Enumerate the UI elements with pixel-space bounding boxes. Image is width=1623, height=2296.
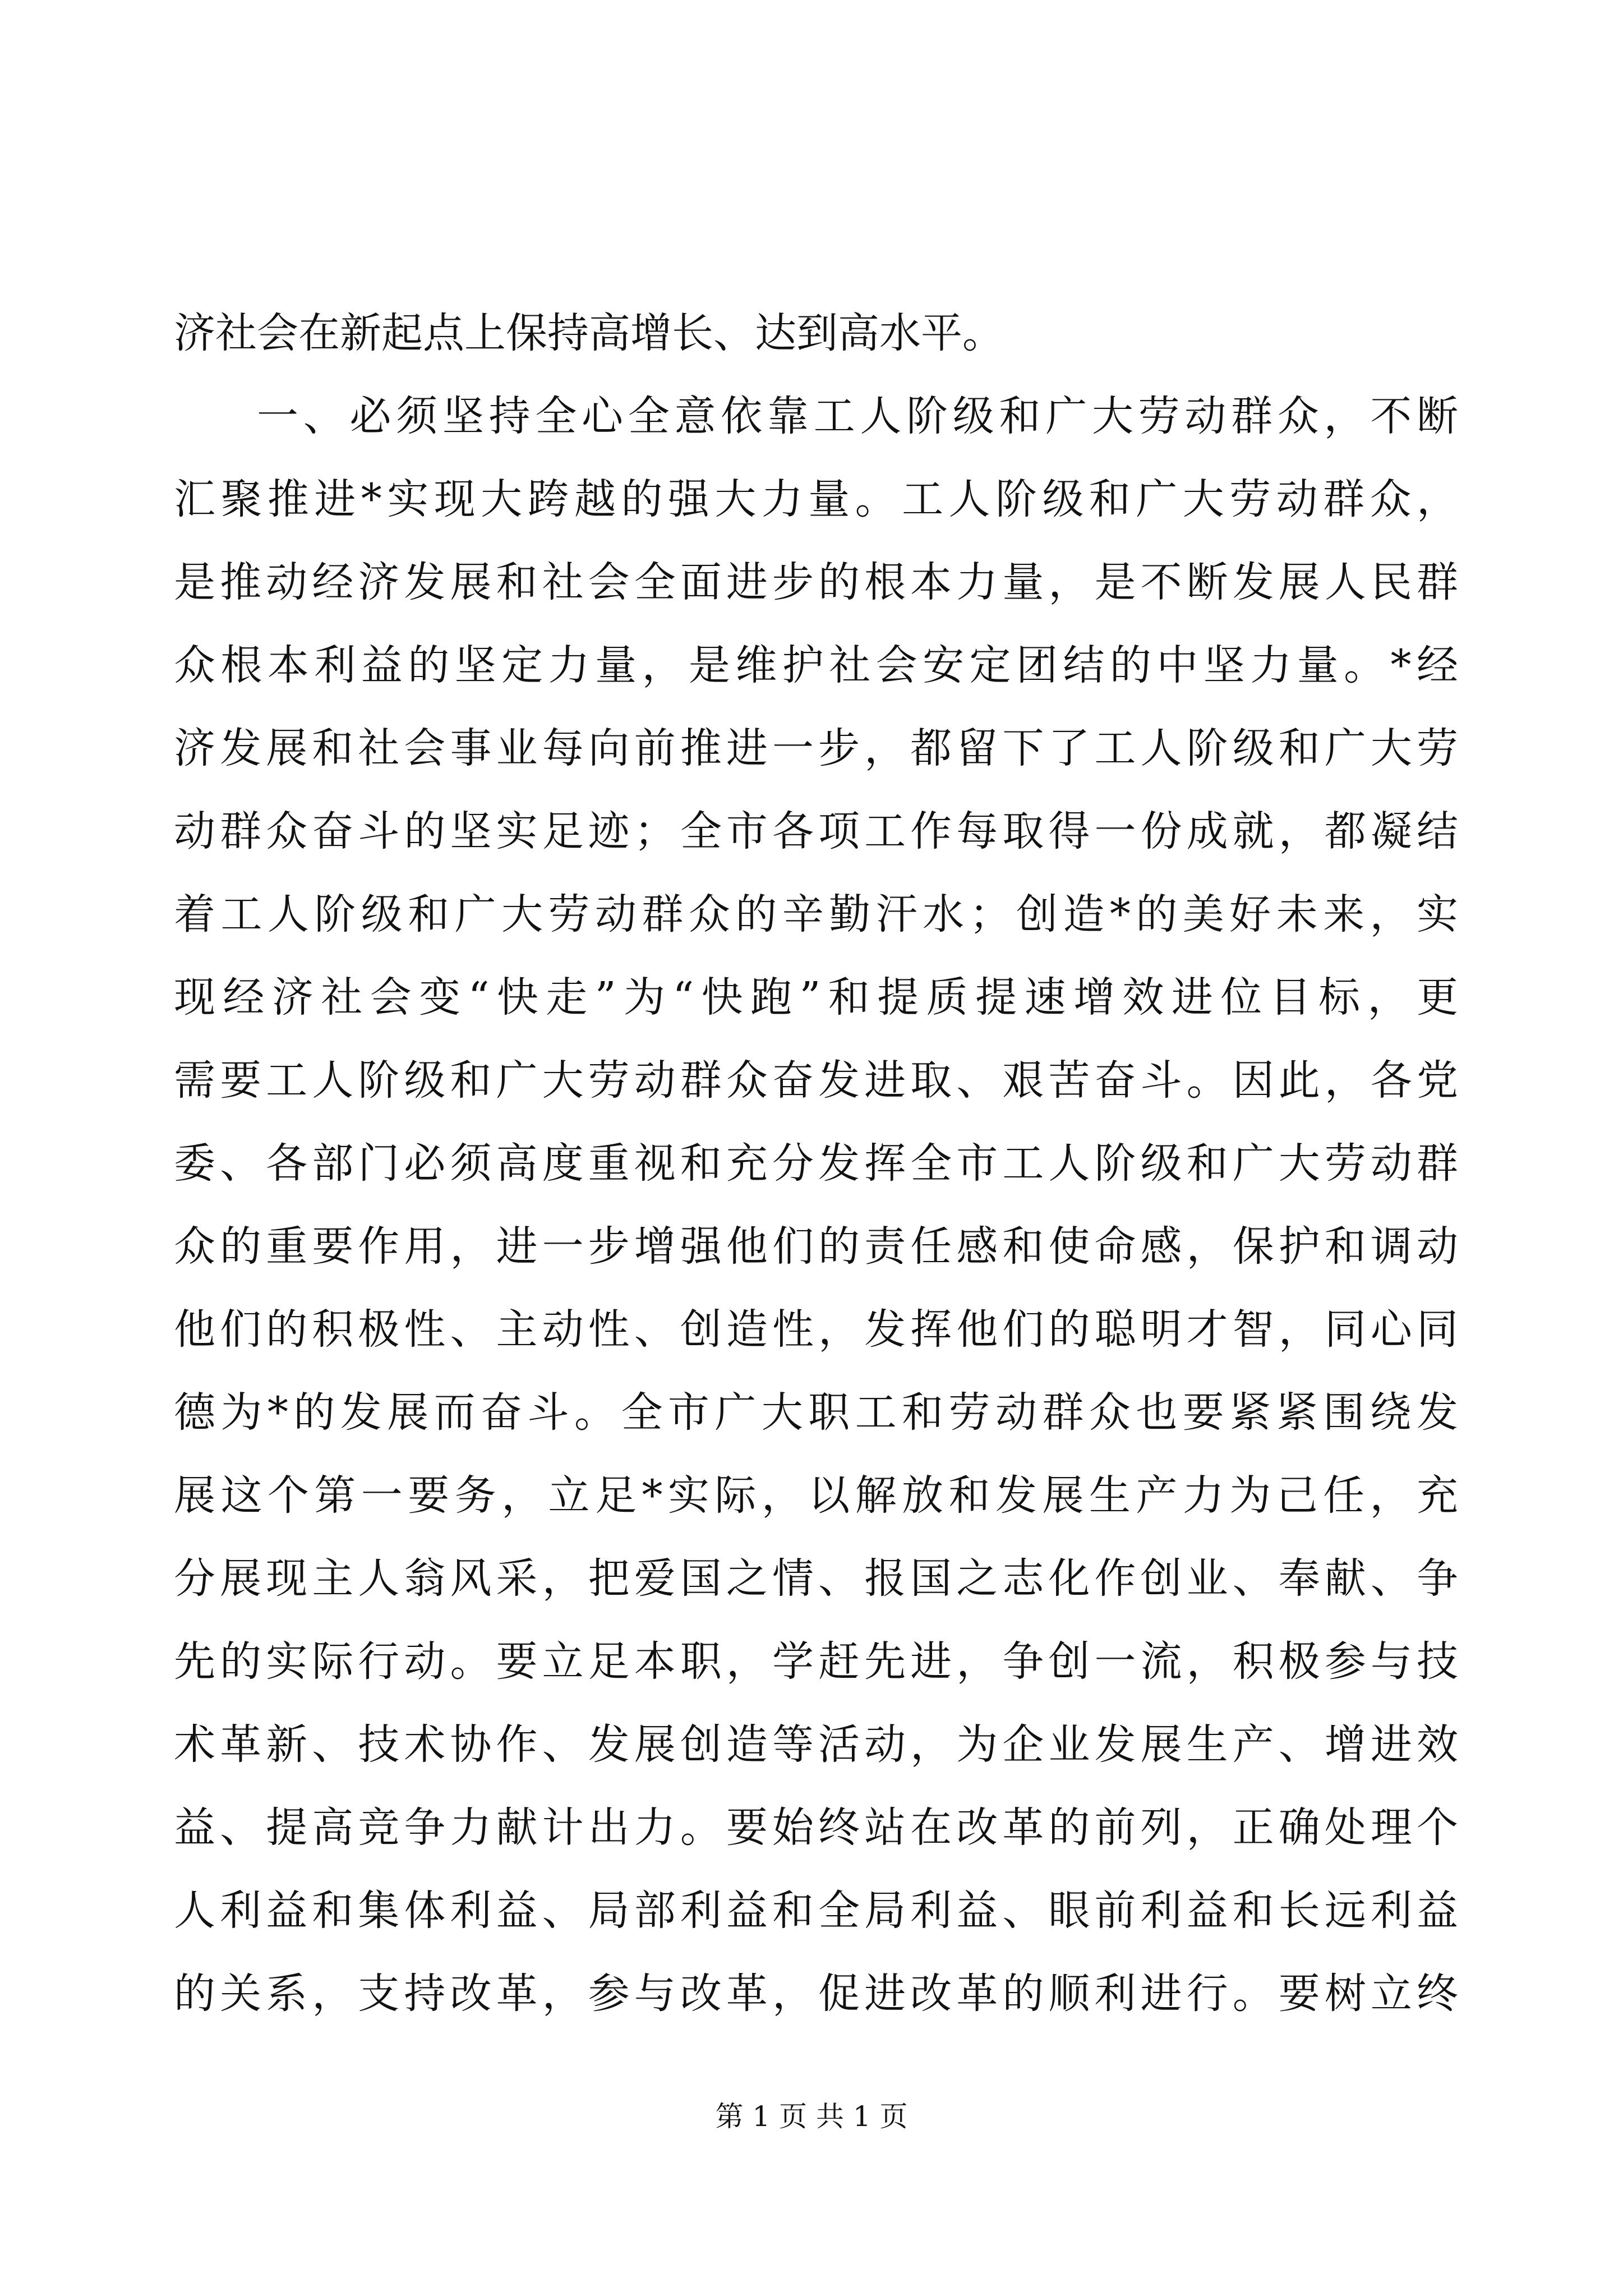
text-line: 德为*的发展而奋斗。全市广大职工和劳动群众也要紧紧围绕发 [174, 1388, 1458, 1437]
text-line: 动群众奋斗的坚实足迹；全市各项工作每取得一份成就，都凝结 [174, 807, 1458, 855]
text-line: 术革新、技术协作、发展创造等活动，为企业发展生产、增进效 [174, 1720, 1458, 1769]
text-line: 他们的积极性、主动性、创造性，发挥他们的聪明才智，同心同 [174, 1305, 1458, 1354]
text-line: 汇聚推进*实现大跨越的强大力量。工人阶级和广大劳动群众， [174, 475, 1458, 523]
document-body [174, 292, 1458, 2035]
text-line: 需要工人阶级和广大劳动群众奋发进取、艰苦奋斗。因此，各党 [174, 1056, 1458, 1105]
text-line: 一、必须坚持全心全意依靠工人阶级和广大劳动群众，不断 [257, 392, 1458, 440]
text-line: 是推动经济发展和社会全面进步的根本力量，是不断发展人民群 [174, 558, 1458, 606]
page-number-footer: 第 1 页 共 1 页 [715, 2100, 908, 2133]
text-line: 益、提高竞争力献计出力。要始终站在改革的前列，正确处理个 [174, 1803, 1458, 1852]
text-line: 众根本利益的坚定力量，是维护社会安定团结的中坚力量。*经 [174, 641, 1458, 689]
text-line: 着工人阶级和广大劳动群众的辛勤汗水；创造*的美好未来，实 [174, 890, 1458, 938]
text-line: 展这个第一要务，立足*实际，以解放和发展生产力为己任，充 [174, 1471, 1458, 1520]
text-line: 现经济社会变“快走”为“快跑”和提质提速增效进位目标，更 [174, 973, 1458, 1022]
text-line: 济社会在新起点上保持高增长、达到高水平。 [174, 309, 1004, 357]
text-line: 的关系，支持改革，参与改革，促进改革的顺利进行。要树立终 [174, 1970, 1458, 2018]
text-line: 众的重要作用，进一步增强他们的责任感和使命感，保护和调动 [174, 1222, 1458, 1271]
text-line: 济发展和社会事业每向前推进一步，都留下了工人阶级和广大劳 [174, 724, 1458, 772]
text-line: 分展现主人翁风采，把爱国之情、报国之志化作创业、奉献、争 [174, 1554, 1458, 1603]
text-line: 先的实际行动。要立足本职，学赶先进，争创一流，积极参与技 [174, 1637, 1458, 1686]
text-line: 人利益和集体利益、局部利益和全局利益、眼前利益和长远利益 [174, 1887, 1458, 1935]
text-line: 委、各部门必须高度重视和充分发挥全市工人阶级和广大劳动群 [174, 1139, 1458, 1188]
